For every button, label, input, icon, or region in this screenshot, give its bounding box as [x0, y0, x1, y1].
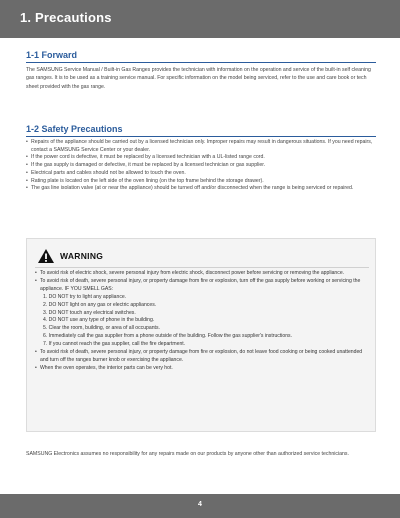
- footer-bar: [0, 494, 400, 518]
- forward-heading: 1-1 Forward: [26, 50, 78, 60]
- numbered-step: 3. DO NOT touch any electrical switches.: [43, 309, 136, 316]
- numbered-step: 7. If you cannot reach the gas supplier, call the fire department.: [43, 341, 186, 348]
- list-item: • The gas line isolation valve (at or near the appliance) should be turned off and/or disconnected when the range is being serviced or repaired.: [26, 185, 376, 193]
- warning-title: WARNING: [60, 251, 104, 261]
- warning-triangle-icon: [37, 248, 55, 264]
- header-bar: [0, 0, 400, 38]
- safety-heading: 1-2 Safety Precautions: [26, 124, 123, 134]
- disclaimer-note: SAMSUNG Electronics assumes no responsibility for any repairs made on our products by anyone other than authorized service technicians.: [26, 451, 349, 457]
- list-item: • To avoid risk of death, severe personal injury, or property damage from fire or explosion, do not leave food cooking or being cooked unattended and turn off the ranges burner knob or exercising the appliance.: [35, 349, 367, 365]
- warning-box: [26, 238, 376, 432]
- numbered-step: 6. Immediately call the gas supplier from a phone outside of the building. Follow the gas supplier's instructions.: [43, 333, 293, 340]
- safety-list: [26, 139, 376, 193]
- numbered-step: 1. DO NOT try to light any appliance.: [43, 293, 127, 300]
- page-number: 4: [198, 501, 202, 508]
- list-item: • Repairs of the appliance should be carried out by a licensed technician only. Improper repairs may result in dangerous situations. If you need repairs, contact a SAMSUNG Service Center or your dealer.: [26, 139, 376, 154]
- list-item: • To avoid risk of electric shock, severe personal injury from electric shock, disconnect power before servicing or removing the appliance.: [35, 270, 367, 278]
- list-item: • To avoid risk of death, severe personal injury, or property damage from fire or explosion, turn off the gas supply before working or servicing the appliance. IF YOU SMELL GAS:: [35, 278, 367, 294]
- forward-text: The SAMSUNG Service Manual / Built-in Gas Ranges provides the technician with information on the operation and service of the built-in self cleaning gas ranges. It is to be used as a training service manual. For specific information on the model being serviced, refer to the use and care book or tech sheet provided with the gas range.: [26, 67, 371, 90]
- forward-divider: [26, 62, 376, 63]
- list-item: • Rating plate is located on the left side of the oven lining (on the top frame behind the storage drawer).: [26, 178, 376, 186]
- list-item: • If the power cord is defective, it must be replaced by a licensed technician with a UL-listed range cord.: [26, 154, 376, 162]
- numbered-step: 4. DO NOT use any type of phone in the building.: [43, 317, 155, 324]
- list-item: • If the gas supply is damaged or defective, it must be replaced by a licensed technician or gas supplier.: [26, 162, 376, 170]
- page-title: 1. Precautions: [20, 10, 112, 25]
- safety-divider: [26, 136, 376, 137]
- list-item: • Electrical parts and cables should not be allowed to touch the oven.: [26, 170, 376, 178]
- warning-divider: [35, 267, 369, 268]
- numbered-step: 2. DO NOT light on any gas or electric appliances.: [43, 301, 157, 308]
- list-item: • When the oven operates, the interior parts can be very hot.: [35, 365, 367, 373]
- warning-list: [35, 270, 367, 373]
- numbered-step: 5. Clear the room, building, or area of all occupants.: [43, 325, 160, 332]
